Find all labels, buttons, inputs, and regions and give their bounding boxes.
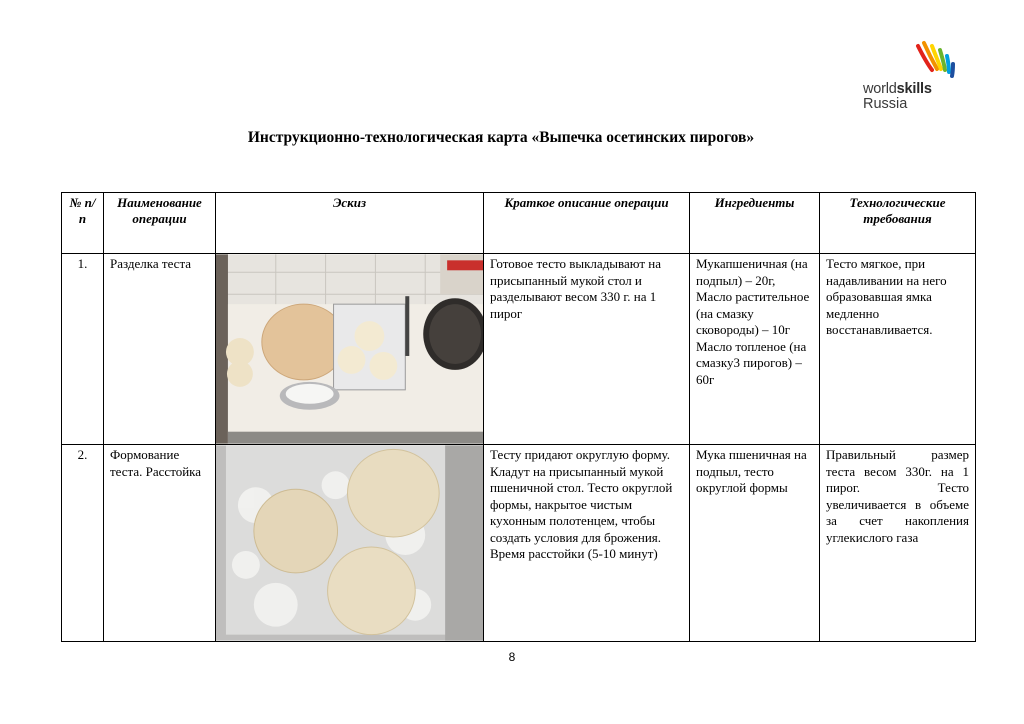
row-sketch	[216, 445, 484, 642]
row-description: Тесту придают округлую форму. Кладут на присыпанный мукой пшеничной стол. Тесто округлой формы, накрытое чистым кухонным полотенцем, чтобы создать условия для брожения. Время расстойки (5-10 минут)	[484, 445, 690, 642]
header-description: Краткое описание операции	[484, 193, 690, 254]
page-title: Инструкционно-технологическая карта «Выпечка осетинских пирогов»	[247, 129, 755, 146]
row-ingredients: Мукапшеничная (на подпыл) – 20г, Масло растительное (на смазку сковороды) – 10г Масло топленое (на смазку3 пирогов) – 60г	[690, 254, 820, 445]
row-requirements: Тесто мягкое, при надавливании на него образовавшая ямка медленно восстанавливается.	[820, 254, 976, 445]
dough-dividing-photo	[216, 254, 483, 444]
worldskills-swoosh-icon	[912, 40, 956, 84]
row-requirements: Правильный размер теста весом 330г. на 1 пирог. Тесто увеличивается в объеме за счет накопления углекислого газа	[820, 445, 976, 642]
header-sketch: Эскиз	[216, 193, 484, 254]
table-header-row	[62, 193, 976, 254]
worldskills-russia-logo	[860, 40, 960, 112]
row-name: Разделка теста	[104, 254, 216, 445]
row-description: Готовое тесто выкладывают на присыпанный мукой стол и разделывают весом 330 г. на 1 пирог	[484, 254, 690, 445]
logo-wordmark: worldskills	[863, 81, 932, 97]
row-num: 1.	[62, 254, 104, 445]
header-ingredients: Ингредиенты	[690, 193, 820, 254]
row-ingredients: Мука пшеничная на подпыл, тесто округлой формы	[690, 445, 820, 642]
table-row	[62, 254, 976, 445]
row-num: 2.	[62, 445, 104, 642]
header-requirements: Технологические требования	[820, 193, 976, 254]
table-row	[62, 445, 976, 642]
page-number: 8	[508, 650, 516, 664]
row-sketch	[216, 254, 484, 445]
header-num: № п/п	[62, 193, 104, 254]
row-name: Формование теста. Расстойка	[104, 445, 216, 642]
dough-proofing-photo	[216, 445, 483, 641]
header-name: Наименование операции	[104, 193, 216, 254]
technology-card-table	[61, 192, 976, 642]
logo-subtitle: Russia	[863, 96, 908, 112]
